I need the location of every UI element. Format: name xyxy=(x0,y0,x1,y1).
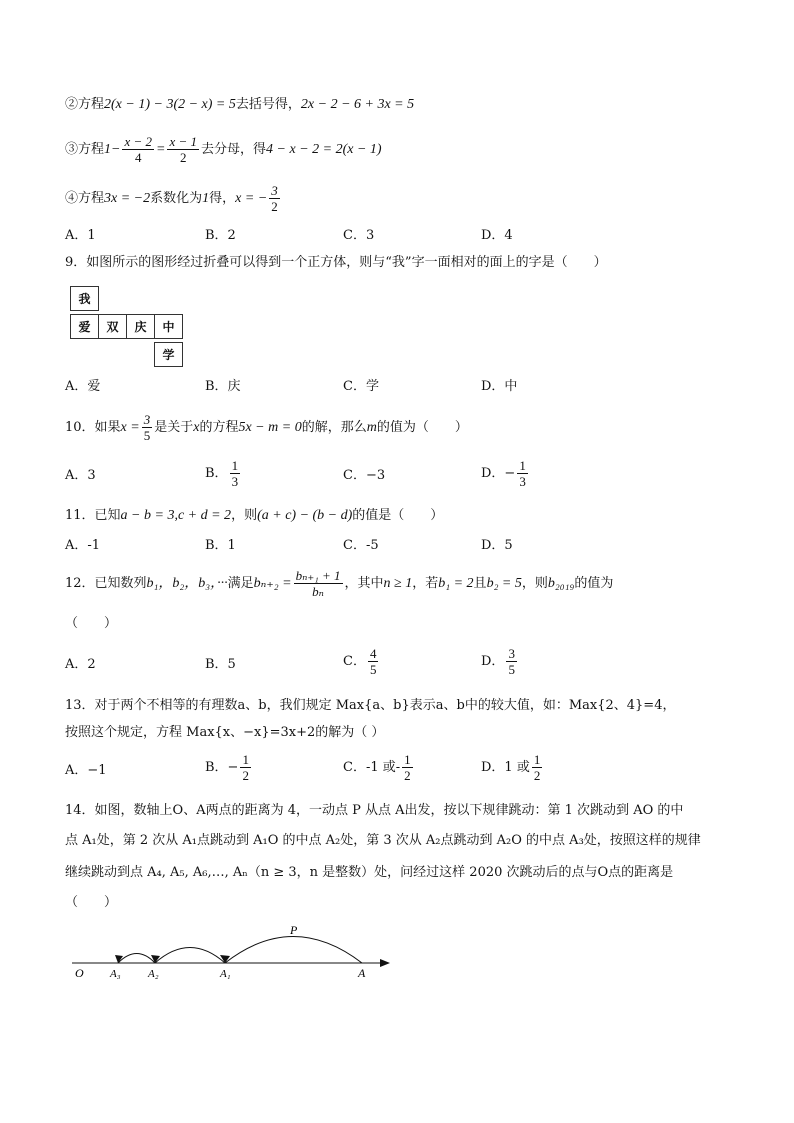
q13-option-d: D．1 或 $\frac{1}{2}$ xyxy=(481,752,541,783)
q11-stem: 11．已知a − b = 3,c + d = 2，则(a + c) − (b − d)的值是（ ） xyxy=(65,508,444,523)
q8-item-3: ③方程1− $\frac{x - 2}{4}$ = $\frac{x - 1}{2}$ 去分母，得4 − x − 2 = 2(x − 1) xyxy=(65,134,382,165)
point-label-a2: A₂ xyxy=(148,968,159,980)
q8-option-c: C．3 xyxy=(343,228,375,243)
q9-option-c: C．学 xyxy=(343,379,379,394)
q13-stem-line2: 按照这个规定，方程 Max{x、−x}=3x+2的解为（ ） xyxy=(65,725,385,740)
q9-option-b: B．庆 xyxy=(205,379,241,394)
arrowhead-a2-icon xyxy=(151,955,160,963)
jump-arc-3 xyxy=(118,954,155,964)
q12-answer-paren: （ ） xyxy=(65,616,118,631)
cube-net-figure xyxy=(70,286,190,366)
q12-option-c: C． $\frac{4}{5}$ xyxy=(343,646,377,677)
q10-option-c: C．−3 xyxy=(343,468,386,483)
q10-stem: 10．如果x = $\frac{3}{5}$ 是关于x的方程5x − m = 0的解，那么m的值为（ ） xyxy=(65,412,468,443)
jump-arc-1 xyxy=(225,937,362,964)
jump-arc-2 xyxy=(155,948,225,964)
q11-option-c: C．-5 xyxy=(343,538,379,553)
point-label-a3: A₃ xyxy=(110,968,121,980)
q8-item-2: ②方程2(x − 1) − 3(2 − x) = 5去括号得，2x − 2 − 6 + 3x = 5 xyxy=(65,97,415,112)
q14-stem-line2: 点 A₁处，第 2 次从 A₁点跳动到 A₁O 的中点 A₂处，第 3 次从 A₂点跳动到 A₂O 的中点 A₃处，按照这样的规律 xyxy=(65,833,701,848)
q10-option-d: D．− $\frac{1}{3}$ xyxy=(481,458,526,489)
q14-answer-paren: （ ） xyxy=(65,895,118,910)
q12-option-d: D． $\frac{3}{5}$ xyxy=(481,646,515,677)
q14-stem-line3: 继续跳动到点 A₄, A₅, A₆,…, Aₙ（n ≥ 3，n 是整数）处，问经过这样 2020 次跳动后的点与O点的距离是 xyxy=(65,865,674,880)
q11-option-b: B．1 xyxy=(205,538,236,553)
net-cell-zhong: 中 xyxy=(154,314,183,339)
arrowhead-a1-icon xyxy=(220,955,230,963)
q9-option-a: A．爱 xyxy=(65,379,101,394)
axis-arrow-icon xyxy=(380,959,390,967)
number-line-figure xyxy=(60,920,400,982)
point-label-a: A xyxy=(358,966,366,980)
q8-item-4: ④方程3x = −2系数化为1得，x = − $\frac{3}{2}$ xyxy=(65,183,278,214)
point-label-p: P xyxy=(290,923,298,937)
q13-option-a: A．−1 xyxy=(65,763,107,778)
q11-option-a: A．-1 xyxy=(65,538,101,553)
q13-stem-line1: 13．对于两个不相等的有理数a、b，我们规定 Max{a、b}表示a、b中的较大值，如：Max{2、4}=4， xyxy=(65,698,676,713)
point-label-a1: A₁ xyxy=(220,968,231,980)
q14-stem-line1: 14．如图，数轴上O、A两点的距离为 4，一动点 P 从点 A出发，按以下规律跳动：第 1 次跳动到 AO 的中 xyxy=(65,803,684,818)
net-cell-wo: 我 xyxy=(70,286,99,311)
q13-option-b: B．− $\frac{1}{2}$ xyxy=(205,752,249,783)
q8-option-a: A．1 xyxy=(65,228,96,243)
net-cell-xue: 学 xyxy=(154,342,183,367)
q10-option-a: A．3 xyxy=(65,468,96,483)
q8-option-d: D．4 xyxy=(481,228,513,243)
q9-stem: 9．如图所示的图形经过折叠可以得到一个正方体，则与“我”字一面相对的面上的字是（ ） xyxy=(65,255,607,270)
net-cell-shuang: 双 xyxy=(98,314,127,339)
net-cell-qing: 庆 xyxy=(126,314,155,339)
q8-option-b: B．2 xyxy=(205,228,236,243)
q13-option-c: C．-1 或- $\frac{1}{2}$ xyxy=(343,752,411,783)
q12-option-b: B．5 xyxy=(205,657,236,672)
q12-option-a: A．2 xyxy=(65,657,96,672)
q10-option-b: B． $\frac{1}{3}$ xyxy=(205,458,239,489)
net-cell-ai: 爱 xyxy=(70,314,99,339)
q12-stem: 12．已知数列b₁，b₂，b₃，···满足bₙ₊₂ = $\frac{\text{bₙ₊₁ + 1}}{\text{bₙ}}$ ，其中n ≥ 1，若b₁ = 2且b₂ = 5，则b₂₀₁₉的值为 xyxy=(65,568,614,599)
q9-option-d: D．中 xyxy=(481,379,518,394)
point-label-o: O xyxy=(75,966,84,980)
q11-option-d: D．5 xyxy=(481,538,513,553)
